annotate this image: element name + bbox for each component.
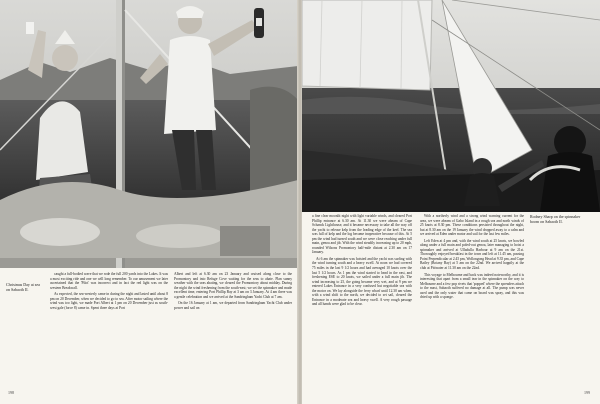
right-page	[302, 0, 600, 404]
paragraph: Albert and left at 6.30 am on 23 January and cruised along close to the Promontory and into Refuge Cove waiting for the seas to abate. Plan sunny weather with the seas abating, we cleared the Promontory about midday. During the night the wind freshening from the south-east; we set the spinnaker and made excellent time, entering Port Phillip Bay at 3 am on 3 January. At 4 am there was a gentle celebration and we arrived at the Sandringham Yacht Club at 7 am.	[174, 272, 292, 299]
christmas-celebration-photo	[0, 0, 298, 268]
spinnaker-boom-photo	[302, 0, 600, 212]
paragraph: On the 16 January at 1 am, we departed from Sandringham Yacht Club under power and sail on	[174, 301, 292, 310]
paragraph: caught a full-bodied wave that we rode the full 200 yards into the Lakes. It was a most exciting ride and one we will long remember. To our amusement we later ascertained that the 'Pilot' was incorrect and in fact the red light was on the western Breakwall.	[50, 272, 168, 290]
left-photo-caption: Christmas Day at sea on Sabaoth II.	[6, 282, 40, 292]
photo-illustration	[302, 0, 600, 212]
page-number-left: 198	[8, 390, 14, 395]
right-photo-caption: Rodney Sharp on the spinnaker boom on Sabaoth II.	[530, 214, 581, 224]
paragraph: At 6 am the spinnaker was hoisted and the yacht was surfing with the wind turning south and a heavy swell. At noon we had covered 75 miles in the last 9 1/2 hours and had averaged 10 knots over the last 5 1/2 hours. As 1 pm the wind started to head in the east, and freshening ESE to 20 knots, we sailed under a full main jib. The wind increasing to 25, the going became very wet, and at 9 pm we entered Lakes Entrance in a very confused but negotiable sea with the motor on. We lay alongside the ferry wharf until 12.30 am when, with a wind shift to the north, we decided to set sail, cleared the Entrance in a moderate sea and heavy swell. A very rough passage and all hands were glad to be clear.	[312, 256, 412, 307]
right-column-1	[312, 214, 412, 309]
paragraph: This voyage to Melbourne and back was indeed noteworthy, and it is interesting that apart from a small tear in the spinnaker on the way to Melbourne and a few pop rivets that 'popped' where the spreaders attach to the mast, Sabaoth suffered no damage at all. The pump was never used and the only water that came on board was spray, and this was dried up with a sponge.	[420, 272, 524, 300]
paragraph: Left Eden at 4 pm and, with the wind south at 25 knots, we bowled along under a full main and poled-out genoa, later managing to hoist a spinnaker and arrived at Ulladulla Harbour at 9 am on the 21st. Thoroughly enjoyed breakfast in the town and left at 11.45 am, passing Point Perpendicular at 2.45 pm, Wollongong Head at 9.35 pm, and Cape Bailey (Botany Bay) at 5 am on the 22nd. We arrived happily at the club at Pittwater at 11.30 am on the 22nd.	[420, 238, 524, 271]
photo-illustration	[0, 0, 298, 268]
paragraph: As expected, the sea-westerly came in during the night and lasted until about 8 pm on 20 December, when we decided to go to sea. After motor sailing where the wind was too light, we made Port Albert at 1 pm on 20 December just as south-west gale (force 8) came in. Spent three days at Port	[50, 292, 168, 310]
right-column-2	[420, 214, 524, 302]
page-number-right: 199	[584, 390, 590, 395]
paragraph: With a northerly wind and a strong wind warning current for the area, we were abeam of Gabo Island in a rough sea and north winds of 25 knots at 8.30 pm. These conditions persisted throughout the night, but at 8.30 am on the 19 January the wind dropped away to a calm and we arrived at Eden under motor and sail for the last few miles.	[420, 214, 524, 237]
left-page	[0, 0, 298, 404]
paragraph: a fine clear moonlit night with light variable winds, and cleared Port Phillip entrance at 6.30 am. At 11.30 we were abeam of Cape Schanck Lighthouse, and it became necessary to take all the way off the yacht to release kelp from the leading edge of the keel. The sea was full of kelp and the log became inoperative because of this. At 5 pm the wind had turned south and we were close reaching under full main, genoa and jib. With the wind steadily increasing up to 20 mph, rounded Wilsons Promontory half-mile distant at 2.30 am on 17 January.	[312, 214, 412, 255]
left-column-2	[174, 272, 292, 312]
left-column-1	[50, 272, 168, 312]
